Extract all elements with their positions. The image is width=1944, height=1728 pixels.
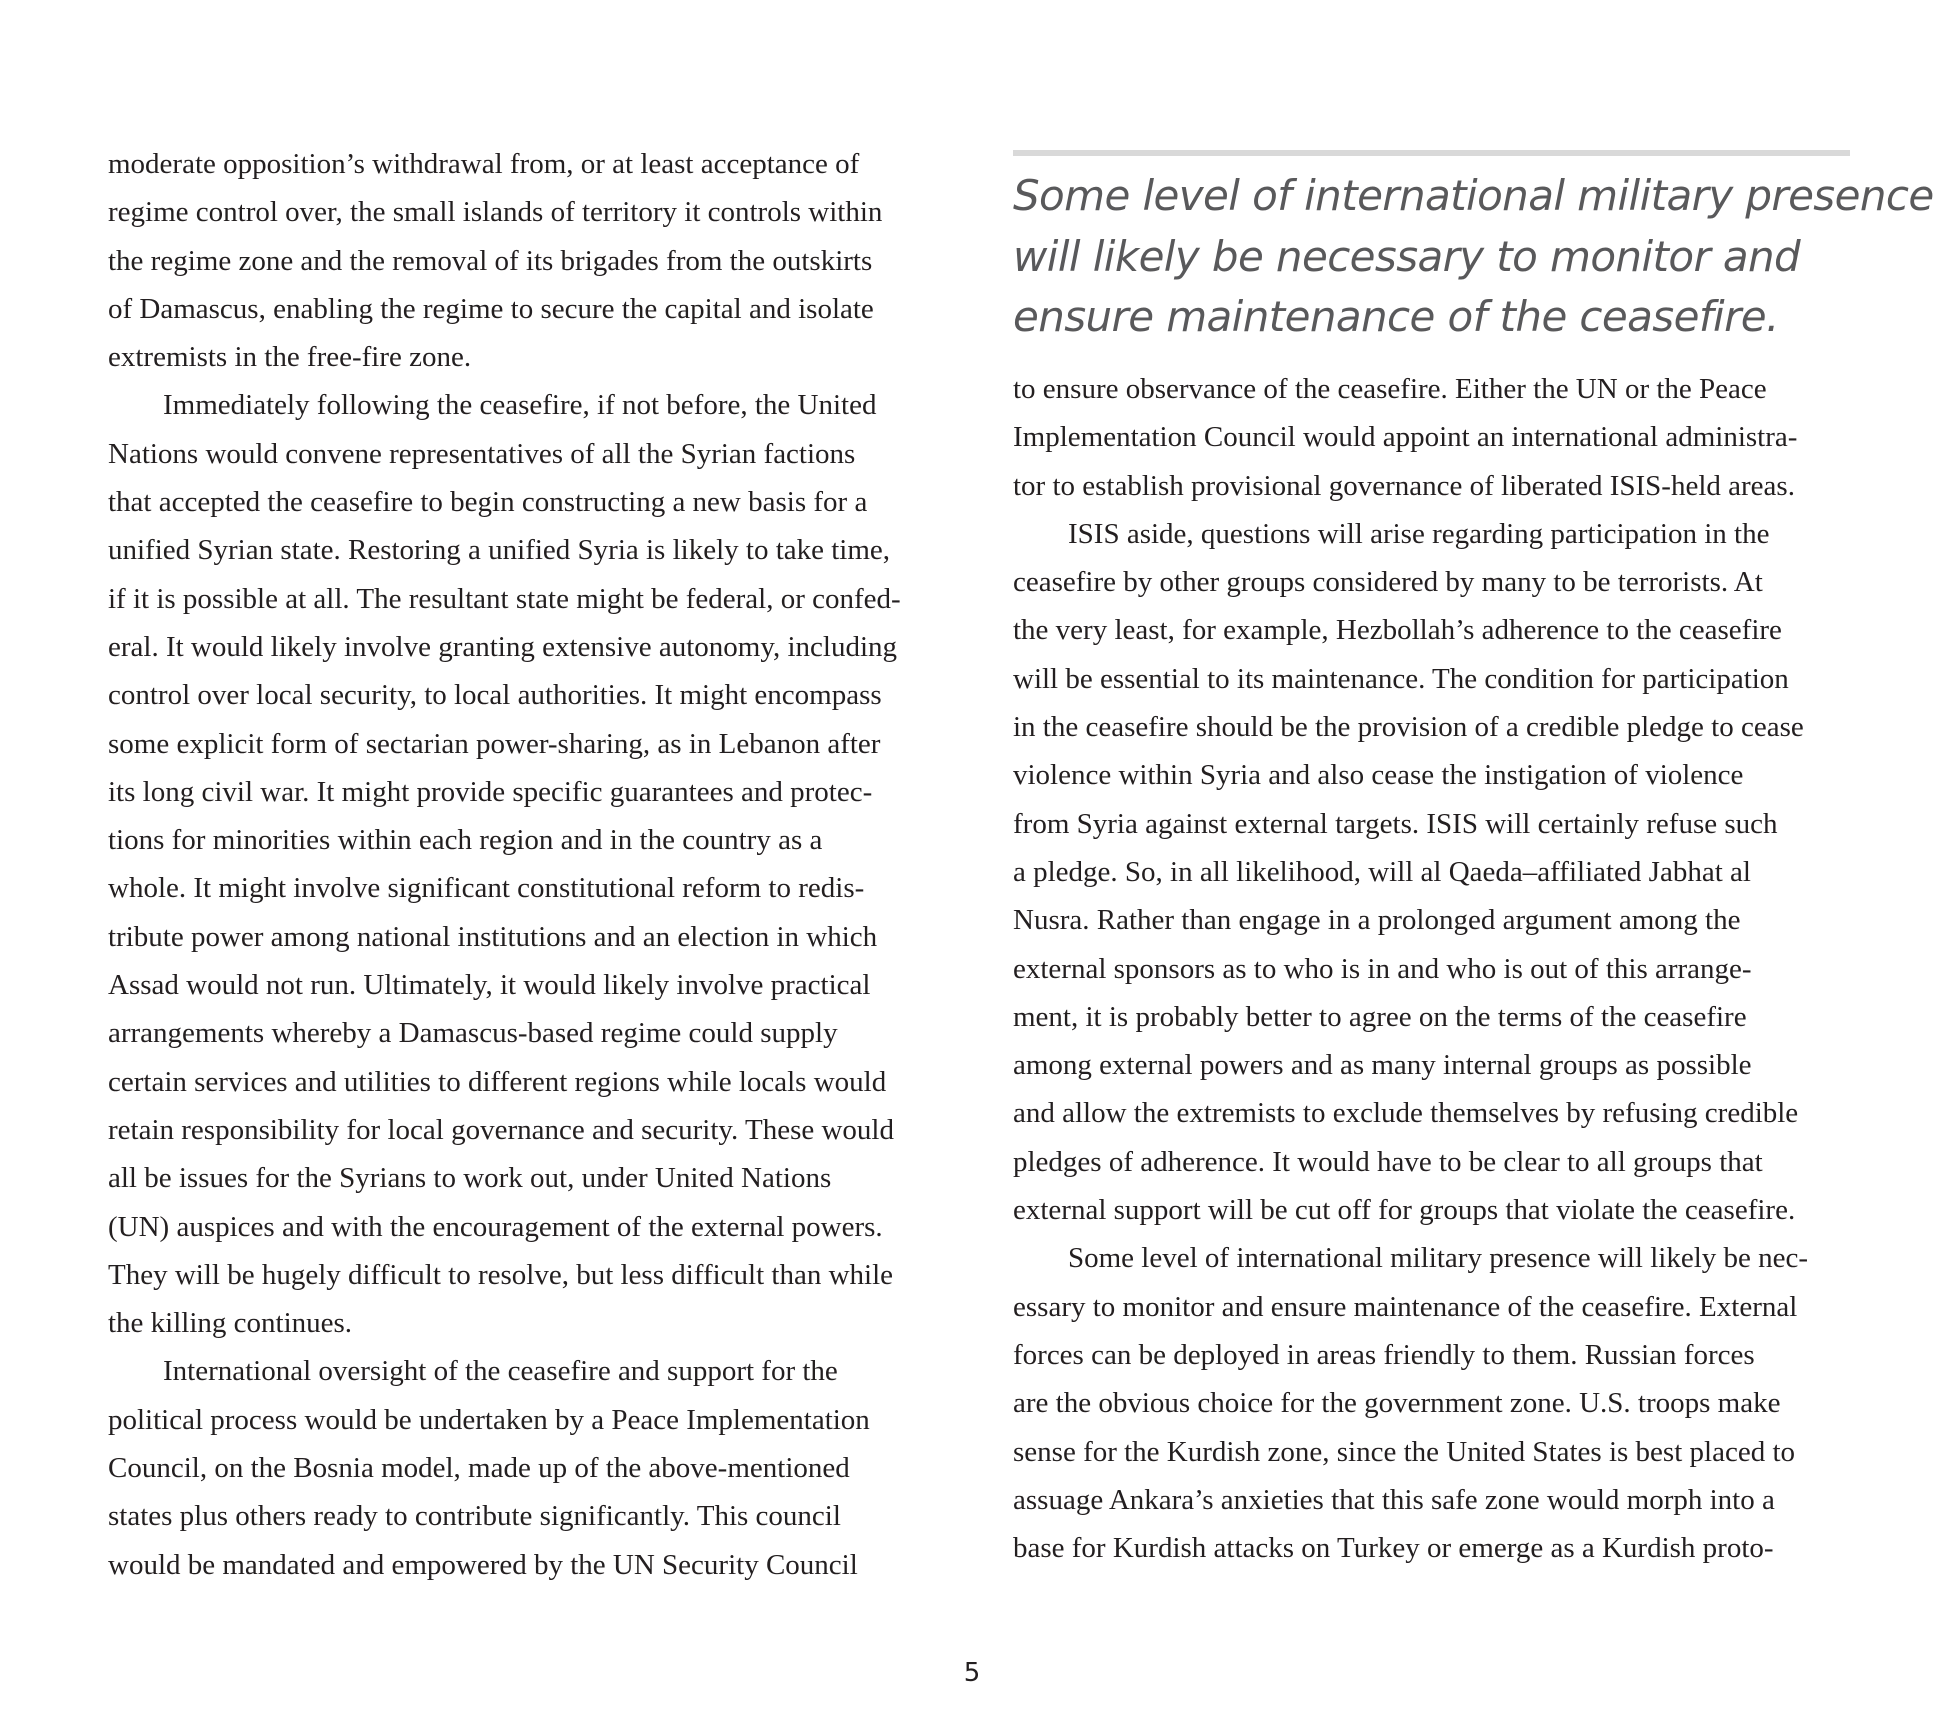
text-line: ceasefire by other groups considered by many to be terrorists. At	[1013, 566, 1763, 599]
text-line: control over local security, to local authorities. It might encompass	[108, 679, 882, 712]
text-line: the regime zone and the removal of its brigades from the outskirts	[108, 244, 873, 277]
text-line: assuage Ankara’s anxieties that this safe zone would morph into a	[1013, 1483, 1775, 1516]
text-line: violence within Syria and also cease the instigation of violence	[1013, 759, 1744, 792]
text-line: that accepted the ceasefire to begin constructing a new basis for a	[108, 486, 868, 519]
text-line: Assad would not run. Ultimately, it would likely involve practical	[108, 969, 871, 1002]
text-line: external support will be cut off for groups that violate the ceasefire.	[1013, 1194, 1796, 1227]
text-line: from Syria against external targets. ISIS will certainly refuse such	[1013, 807, 1778, 840]
page-number: 5	[963, 1658, 981, 1688]
text-line: essary to monitor and ensure maintenance of the ceasefire. External	[1013, 1290, 1798, 1323]
text-line: Nusra. Rather than engage in a prolonged argument among the	[1013, 904, 1741, 937]
text-line: external sponsors as to who is in and who is out of this arrange-	[1013, 952, 1752, 985]
paragraph	[108, 381, 943, 1347]
text-line: moderate opposition’s withdrawal from, or at least acceptance of	[108, 148, 860, 180]
text-line: the very least, for example, Hezbollah’s adherence to the ceasefire	[1013, 614, 1782, 647]
pull-quote-line: will likely be necessary to monitor and	[1013, 231, 1801, 281]
text-line: International oversight of the ceasefire and support for the	[163, 1355, 838, 1388]
text-line: the killing continues.	[108, 1307, 353, 1340]
text-line: (UN) auspices and with the encouragement of the external powers.	[108, 1210, 883, 1243]
text-line: of Damascus, enabling the regime to secure the capital and isolate	[108, 292, 874, 325]
text-line: and allow the extremists to exclude themselves by refusing credible	[1013, 1097, 1799, 1130]
right-text-column	[1013, 365, 1850, 1572]
text-line: base for Kurdish attacks on Turkey or emerge as a Kurdish proto-	[1013, 1532, 1774, 1565]
text-line: Nations would convene representatives of all the Syrian factions	[108, 437, 856, 470]
text-line: in the ceasefire should be the provision of a credible pledge to cease	[1013, 711, 1804, 744]
text-line: all be issues for the Syrians to work out, under United Nations	[108, 1162, 832, 1195]
pull-quote-line: Some level of international military presence	[1013, 171, 1934, 220]
text-line: Council, on the Bosnia model, made up of the above-mentioned	[108, 1452, 850, 1485]
text-line: Immediately following the ceasefire, if not before, the United	[163, 389, 877, 422]
text-line: will be essential to its maintenance. The condition for participation	[1013, 662, 1789, 695]
text-line: retain responsibility for local governance and security. These would	[108, 1113, 894, 1146]
left-text-column	[108, 140, 943, 1589]
text-line: tor to establish provisional governance of liberated ISIS-held areas.	[1013, 469, 1795, 502]
text-line: They will be hugely difficult to resolve, but less difficult than while	[108, 1258, 893, 1291]
pull-quote-text	[1013, 166, 1934, 348]
text-line: to ensure observance of the ceasefire. Either the UN or the Peace	[1013, 373, 1767, 405]
text-line: certain services and utilities to different regions while locals would	[108, 1065, 887, 1098]
text-line: tribute power among national institutions and an election in which	[108, 920, 878, 953]
text-line: pledges of adherence. It would have to be clear to all groups that	[1013, 1145, 1763, 1178]
text-line: a pledge. So, in all likelihood, will al Qaeda–affiliated Jabhat al	[1013, 855, 1751, 888]
text-line: if it is possible at all. The resultant state might be federal, or confed-	[108, 582, 901, 615]
pull-quote-line: ensure maintenance of the ceasefire.	[1013, 292, 1779, 341]
text-line: would be mandated and empowered by the UN Security Council	[108, 1548, 858, 1581]
text-line: unified Syrian state. Restoring a unified Syria is likely to take time,	[108, 534, 891, 567]
text-line: regime control over, the small islands of territory it controls within	[108, 196, 883, 229]
text-line: political process would be undertaken by a Peace Implementation	[108, 1403, 870, 1436]
text-line: tions for minorities within each region and in the country as a	[108, 824, 823, 857]
text-line: some explicit form of sectarian power-sharing, as in Lebanon after	[108, 727, 881, 760]
text-line: are the obvious choice for the government zone. U.S. troops make	[1013, 1387, 1781, 1420]
paragraph	[1013, 365, 1850, 510]
text-line: eral. It would likely involve granting extensive autonomy, including	[108, 630, 898, 663]
text-line: among external powers and as many internal groups as possible	[1013, 1049, 1752, 1082]
text-line: Implementation Council would appoint an international administra-	[1013, 421, 1798, 454]
text-line: ISIS aside, questions will arise regarding participation in the	[1068, 517, 1770, 550]
paragraph	[1013, 1234, 1850, 1572]
text-line: forces can be deployed in areas friendly to them. Russian forces	[1013, 1338, 1755, 1371]
text-line: extremists in the free-fire zone.	[108, 341, 472, 374]
paragraph	[1013, 510, 1850, 1234]
text-line: arrangements whereby a Damascus-based regime could supply	[108, 1017, 838, 1050]
text-line: ment, it is probably better to agree on the terms of the ceasefire	[1013, 1000, 1747, 1033]
text-line: states plus others ready to contribute significantly. This council	[108, 1500, 841, 1533]
paragraph	[108, 140, 943, 381]
text-line: its long civil war. It might provide specific guarantees and protec-	[108, 775, 873, 808]
text-line: sense for the Kurdish zone, since the United States is best placed to	[1013, 1435, 1795, 1468]
text-line: whole. It might involve significant constitutional reform to redis-	[108, 872, 865, 905]
paragraph	[108, 1347, 943, 1588]
pull-quote	[1013, 150, 1934, 348]
text-line: Some level of international military presence will likely be nec-	[1068, 1242, 1809, 1275]
